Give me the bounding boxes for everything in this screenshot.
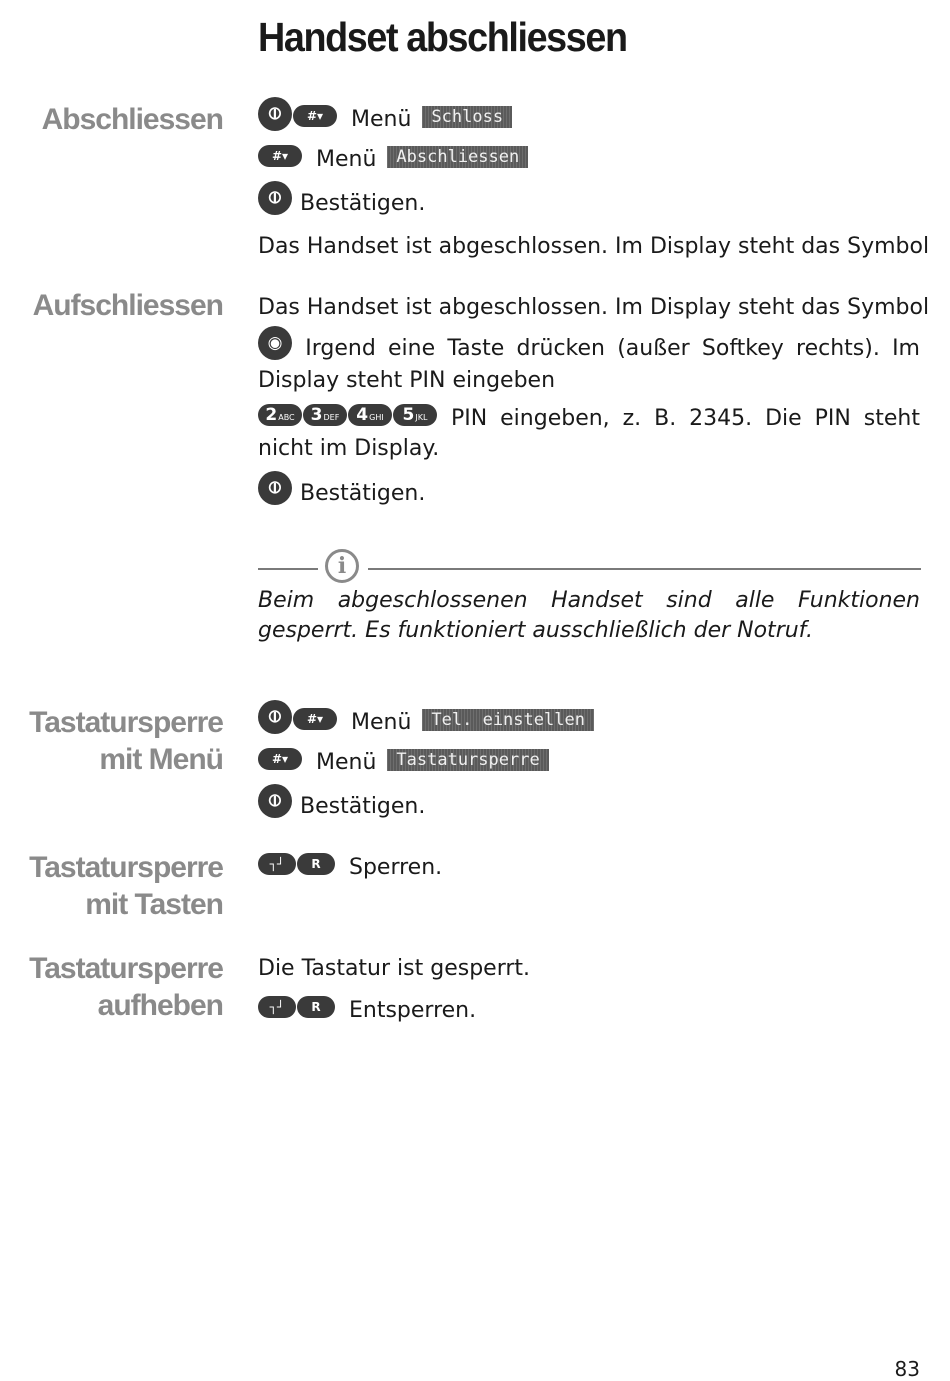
step-line (258, 853, 920, 883)
ok-key-icon: ⦶ (258, 700, 292, 734)
letters: ABC (278, 413, 295, 422)
step-text: Entsperren. (349, 998, 477, 1023)
step-paragraph (258, 332, 920, 396)
digit: 2 (265, 405, 278, 425)
letters: JKL (415, 413, 428, 422)
page-title: Handset abschliessen (258, 14, 627, 60)
step-text: Bestätigen. (300, 481, 426, 506)
step-text: Menü (316, 147, 377, 172)
heading-text: Abschliessen (41, 103, 223, 136)
step-line (258, 187, 920, 221)
ok-key-icon: ⦶ (258, 97, 292, 131)
info-text: Die Tastatur ist gesperrt. (258, 956, 531, 981)
divider-line (368, 568, 921, 570)
heading-line: mit Menü (99, 743, 223, 776)
step-text: Bestätigen. (300, 794, 426, 819)
section-heading-abschliessen (42, 101, 223, 138)
step-line (258, 996, 920, 1026)
info-icon: i (325, 549, 359, 583)
display-text-schloss: Schloss (422, 106, 512, 128)
section-heading-tastatur-tasten (29, 849, 223, 923)
hash-key-icon: #▾ (258, 748, 302, 770)
step-line (258, 103, 920, 137)
display-text-tel-einstellen: Tel. einstellen (422, 709, 594, 731)
section-heading-tastatur-menu (29, 704, 223, 778)
heading-line: Tastatursperre (29, 706, 223, 739)
digit-2-key-icon (258, 404, 302, 426)
page-number: 83 (894, 1357, 920, 1381)
step-line (258, 790, 920, 824)
hash-key-icon: #▾ (293, 708, 337, 730)
heading-line: mit Tasten (85, 888, 223, 921)
heading-line: aufheben (97, 989, 223, 1022)
digit-5-key-icon (393, 404, 437, 426)
step-text: Menü (351, 107, 412, 132)
letters: GHI (369, 413, 384, 422)
ok-key-icon: ⦶ (258, 181, 292, 215)
heading-text: Aufschliessen (32, 289, 223, 322)
digit: 3 (310, 405, 323, 425)
r-key-icon: R (297, 996, 335, 1018)
digit-3-key-icon (303, 404, 347, 426)
info-note-text: Beim abgeschlossenen Handset sind alle Funktionen gesperrt. Es funktioniert ausschließlich der Notruf. (258, 588, 920, 643)
result-text: Das Handset ist abgeschlossen. Im Display steht das Symbol (258, 234, 930, 259)
step-text: Menü (351, 710, 412, 735)
info-divider (258, 546, 921, 590)
nav-key-icon: ◉ (258, 326, 292, 360)
letters: DEF (323, 413, 340, 422)
ok-key-icon: ⦶ (258, 784, 292, 818)
divider-line (258, 568, 318, 570)
hook-key-icon: ┐┘ (258, 853, 296, 875)
intro-text: Das Handset ist abgeschlossen. Im Display steht das Symbol (258, 295, 930, 320)
hook-key-icon: ┐┘ (258, 996, 296, 1018)
step-paragraph (258, 404, 920, 464)
digit: 4 (356, 405, 369, 425)
section-heading-aufschliessen (33, 287, 223, 324)
step-text: Sperren. (349, 855, 443, 880)
display-text-tastatursperre: Tastatursperre (387, 749, 548, 771)
hash-key-icon: #▾ (258, 145, 302, 167)
section-heading-tastatur-aufheben (29, 950, 223, 1024)
heading-line: Tastatursperre (29, 851, 223, 884)
step-text: Bestätigen. (300, 191, 426, 216)
step-line (258, 477, 920, 511)
step-text: Irgend eine Taste drücken (außer Softkey rechts). Im Display steht PIN eingeben (258, 336, 920, 393)
heading-line: Tastatursperre (29, 952, 223, 985)
step-line (258, 706, 920, 740)
step-text: Menü (316, 750, 377, 775)
step-line (258, 748, 920, 778)
ok-key-icon: ⦶ (258, 471, 292, 505)
r-key-icon: R (297, 853, 335, 875)
step-line (258, 145, 920, 175)
hash-key-icon: #▾ (293, 105, 337, 127)
digit: 5 (402, 405, 415, 425)
step-text: PIN eingeben, z. B. 2345. Die PIN steht nicht im Display. (258, 406, 921, 461)
digit-4-key-icon (348, 404, 392, 426)
display-text-abschliessen: Abschliessen (387, 146, 528, 168)
